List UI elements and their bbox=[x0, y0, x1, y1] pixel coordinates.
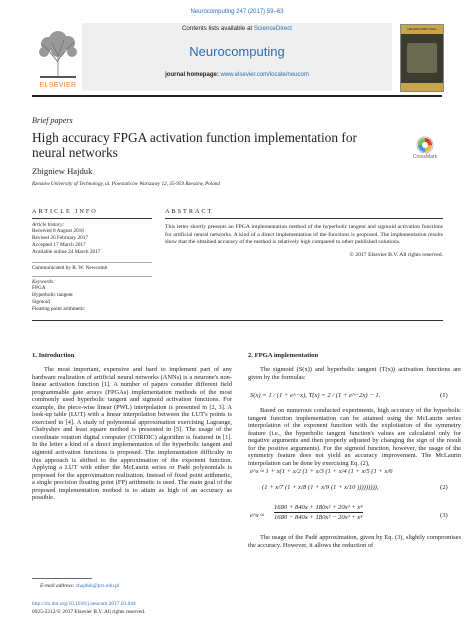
crossmark-icon bbox=[416, 136, 434, 154]
homepage-line bbox=[82, 72, 392, 78]
history-accepted: Accepted 17 March 2017 bbox=[32, 242, 86, 248]
section-2-intro-paragraph: The sigmoid (S(x)) and hyperbolic tangent (T(x)) activation functions are given by the formulas: bbox=[248, 366, 461, 381]
article-info-heading: ARTICLE INFO bbox=[32, 208, 98, 215]
journal-cover-thumbnail[interactable] bbox=[400, 24, 444, 92]
abstract-text: This letter shortly presents an FPGA implementation method of the hyperbolic tangent and sigmoid activation functions for artificial neural networks. A kind of a direct implementation of the functions is proposed. The implementation results show that the obtained accuracy of the method is relatively high compared to other published solutions. bbox=[165, 224, 443, 246]
keywords-block bbox=[32, 279, 157, 313]
keyword-item: Sigmoid bbox=[32, 299, 50, 305]
history-divider bbox=[32, 262, 152, 263]
section-2-intro bbox=[248, 366, 461, 381]
email-label: E-mail address: bbox=[40, 583, 76, 589]
equation-1: S(x) = 1 / (1 + e^−x), T(x) = 2 / (1 + e^−2x) − 1. bbox=[250, 392, 381, 399]
abstract-heading: ABSTRACT bbox=[165, 208, 214, 215]
section-1-paragraph: The most important, expensive and hard to implement part of any hardware realization of artificial neural networks (ANNs) is a neurone's non-linear activation function [1]. A number of papers consider different field programmable gate arrays (FPGAs) implementation methods of the most commonly used hyperbolic tangent and sigmoid activation functions. For example, the piece-wise linear (PWL) interpolation is presented in [2, 3]. A look-up table (LUT) with a linear interpolation between the LUT's points is exercised in [4]. A study of polynomial approximation exercising Lagrange, Chebyshev and least square method is presented in [5]. The usage of the coordinate rotation digital computer (CORDIC) algorithm is featured in [1]. In the letter a kind of a direct implementation of the hyperbolic tangent and sigmoid activation functions is proposed. The implementation difficulty in this approach is shifted to the approximation of the exponent function. Applying a LUT with either the McLaurin series or Padé polynomials is proposed for the approximation realization. Instead of fixed point arithmetic, a single precision floating point (FP) arithmetic is used. The main goal of the proposed implementation method is to attain as high of an accuracy as possible. bbox=[32, 366, 232, 502]
journal-name[interactable]: Neurocomputing bbox=[189, 44, 285, 59]
section-2-body bbox=[248, 407, 461, 467]
contents-line bbox=[82, 25, 392, 32]
equation-3-lhs: e^x ≈ bbox=[250, 512, 264, 519]
equation-3-denominator: 1680 − 840x + 180x² − 20x³ + x⁴ bbox=[274, 513, 363, 521]
section-2-closing-paragraph: The usage of the Padé approximation, given by Eq. (3), slightly compromises the accuracy. However, it allows the reduction of bbox=[248, 534, 461, 549]
author-affiliation: Rzeszów University of Technology, ul. Powstańców Warszawy 12, 35-959 Rzeszów, Poland bbox=[32, 181, 220, 187]
homepage-prefix: journal homepage: bbox=[165, 72, 221, 78]
journal-citation[interactable]: Neurocomputing 247 (2017) 59–63 bbox=[190, 9, 284, 15]
article-title: High accuracy FPGA activation function implementation for neural networks bbox=[32, 130, 358, 160]
section-2-closing bbox=[248, 534, 461, 549]
cover-title: NEUROCOMPUTING bbox=[407, 27, 437, 31]
abstract-bottom-rule bbox=[32, 320, 443, 321]
communicated-divider bbox=[32, 276, 152, 277]
abstract-copyright: © 2017 Elsevier B.V. All rights reserved. bbox=[349, 252, 443, 258]
article-type: Brief papers bbox=[32, 116, 73, 125]
keyword-item: Hyperbolic tangent bbox=[32, 292, 73, 298]
author-email-link[interactable]: zhajduk@prz.edu.pl bbox=[75, 583, 120, 589]
header-rule bbox=[32, 95, 442, 97]
issn-copyright: 0925-2312/© 2017 Elsevier B.V. All rights reserved. bbox=[32, 609, 146, 615]
elsevier-tree-logo bbox=[36, 24, 80, 80]
equation-3-numerator: 1680 + 840x + 180x² + 20x³ + x⁴ bbox=[274, 504, 363, 511]
equation-3-bar bbox=[274, 512, 363, 513]
history-received: Received 8 August 2016 bbox=[32, 228, 84, 234]
article-info-rule bbox=[32, 218, 152, 219]
history-revised: Revised 26 February 2017 bbox=[32, 235, 89, 241]
history-label: Article history: bbox=[32, 222, 65, 228]
elsevier-wordmark: ELSEVIER bbox=[39, 82, 77, 89]
section-1-body bbox=[32, 366, 232, 502]
doi-link[interactable]: http://dx.doi.org/10.1016/j.neucom.2017.03.044 bbox=[32, 601, 136, 607]
history-online: Available online 24 March 2017 bbox=[32, 249, 101, 255]
equation-2-line-2: (1 + x/7 (1 + x/8 (1 + x/9 (1 + x/10 ))))))))), bbox=[262, 484, 379, 491]
equation-3-number: (3) bbox=[440, 512, 448, 519]
keyword-item: Floating point arithmetic bbox=[32, 306, 85, 312]
keywords-label: Keywords: bbox=[32, 279, 55, 285]
article-history bbox=[32, 222, 157, 256]
cover-footer-band bbox=[401, 83, 443, 91]
equation-3-fraction bbox=[274, 504, 363, 521]
cover-art bbox=[407, 43, 437, 73]
keyword-item: FPGA bbox=[32, 285, 46, 291]
crossmark-label: CrossMark bbox=[412, 154, 438, 160]
section-2-paragraph: Based on numerous conducted experiments, high accuracy of the hyperbolic tangent function implementation can be attained using the McLaurin series interpolation of the exponent function with the exploitation of the symmetry feature (i.e., the hyperbolic tangent function's values are calculated only for negative arguments and then properly adjusted by changing the sign of the result for the positive arguments). For the sigmoid function, however, the usage of the symmetry feature does not yield an accuracy improvement. The McLaurin interpolation can be done by exercising Eq. (2), bbox=[248, 407, 461, 467]
footnote-rule bbox=[32, 578, 92, 579]
section-1-heading: 1. Introduction bbox=[32, 352, 75, 359]
section-2-heading: 2. FPGA implementation bbox=[248, 352, 319, 359]
homepage-link[interactable]: www.elsevier.com/locate/neucom bbox=[220, 72, 309, 78]
equation-2-number: (2) bbox=[440, 484, 448, 491]
abstract-rule bbox=[165, 218, 443, 219]
communicated-by: Communicated by R. W. Newcomb bbox=[32, 265, 108, 271]
sciencedirect-link[interactable]: ScienceDirect bbox=[253, 25, 293, 32]
crossmark-badge[interactable] bbox=[404, 136, 446, 160]
equation-2-line-1: e^x ≈ 1 + x(1 + x/2 (1 + x/3 (1 + x/4 (1 + x/5 (1 + x/6 bbox=[250, 468, 393, 475]
contents-prefix: Contents lists available at bbox=[181, 25, 254, 32]
author-name: Zbigniew Hajduk bbox=[32, 166, 93, 176]
equation-1-number: (1) bbox=[440, 392, 448, 399]
footnote-email bbox=[40, 583, 119, 589]
